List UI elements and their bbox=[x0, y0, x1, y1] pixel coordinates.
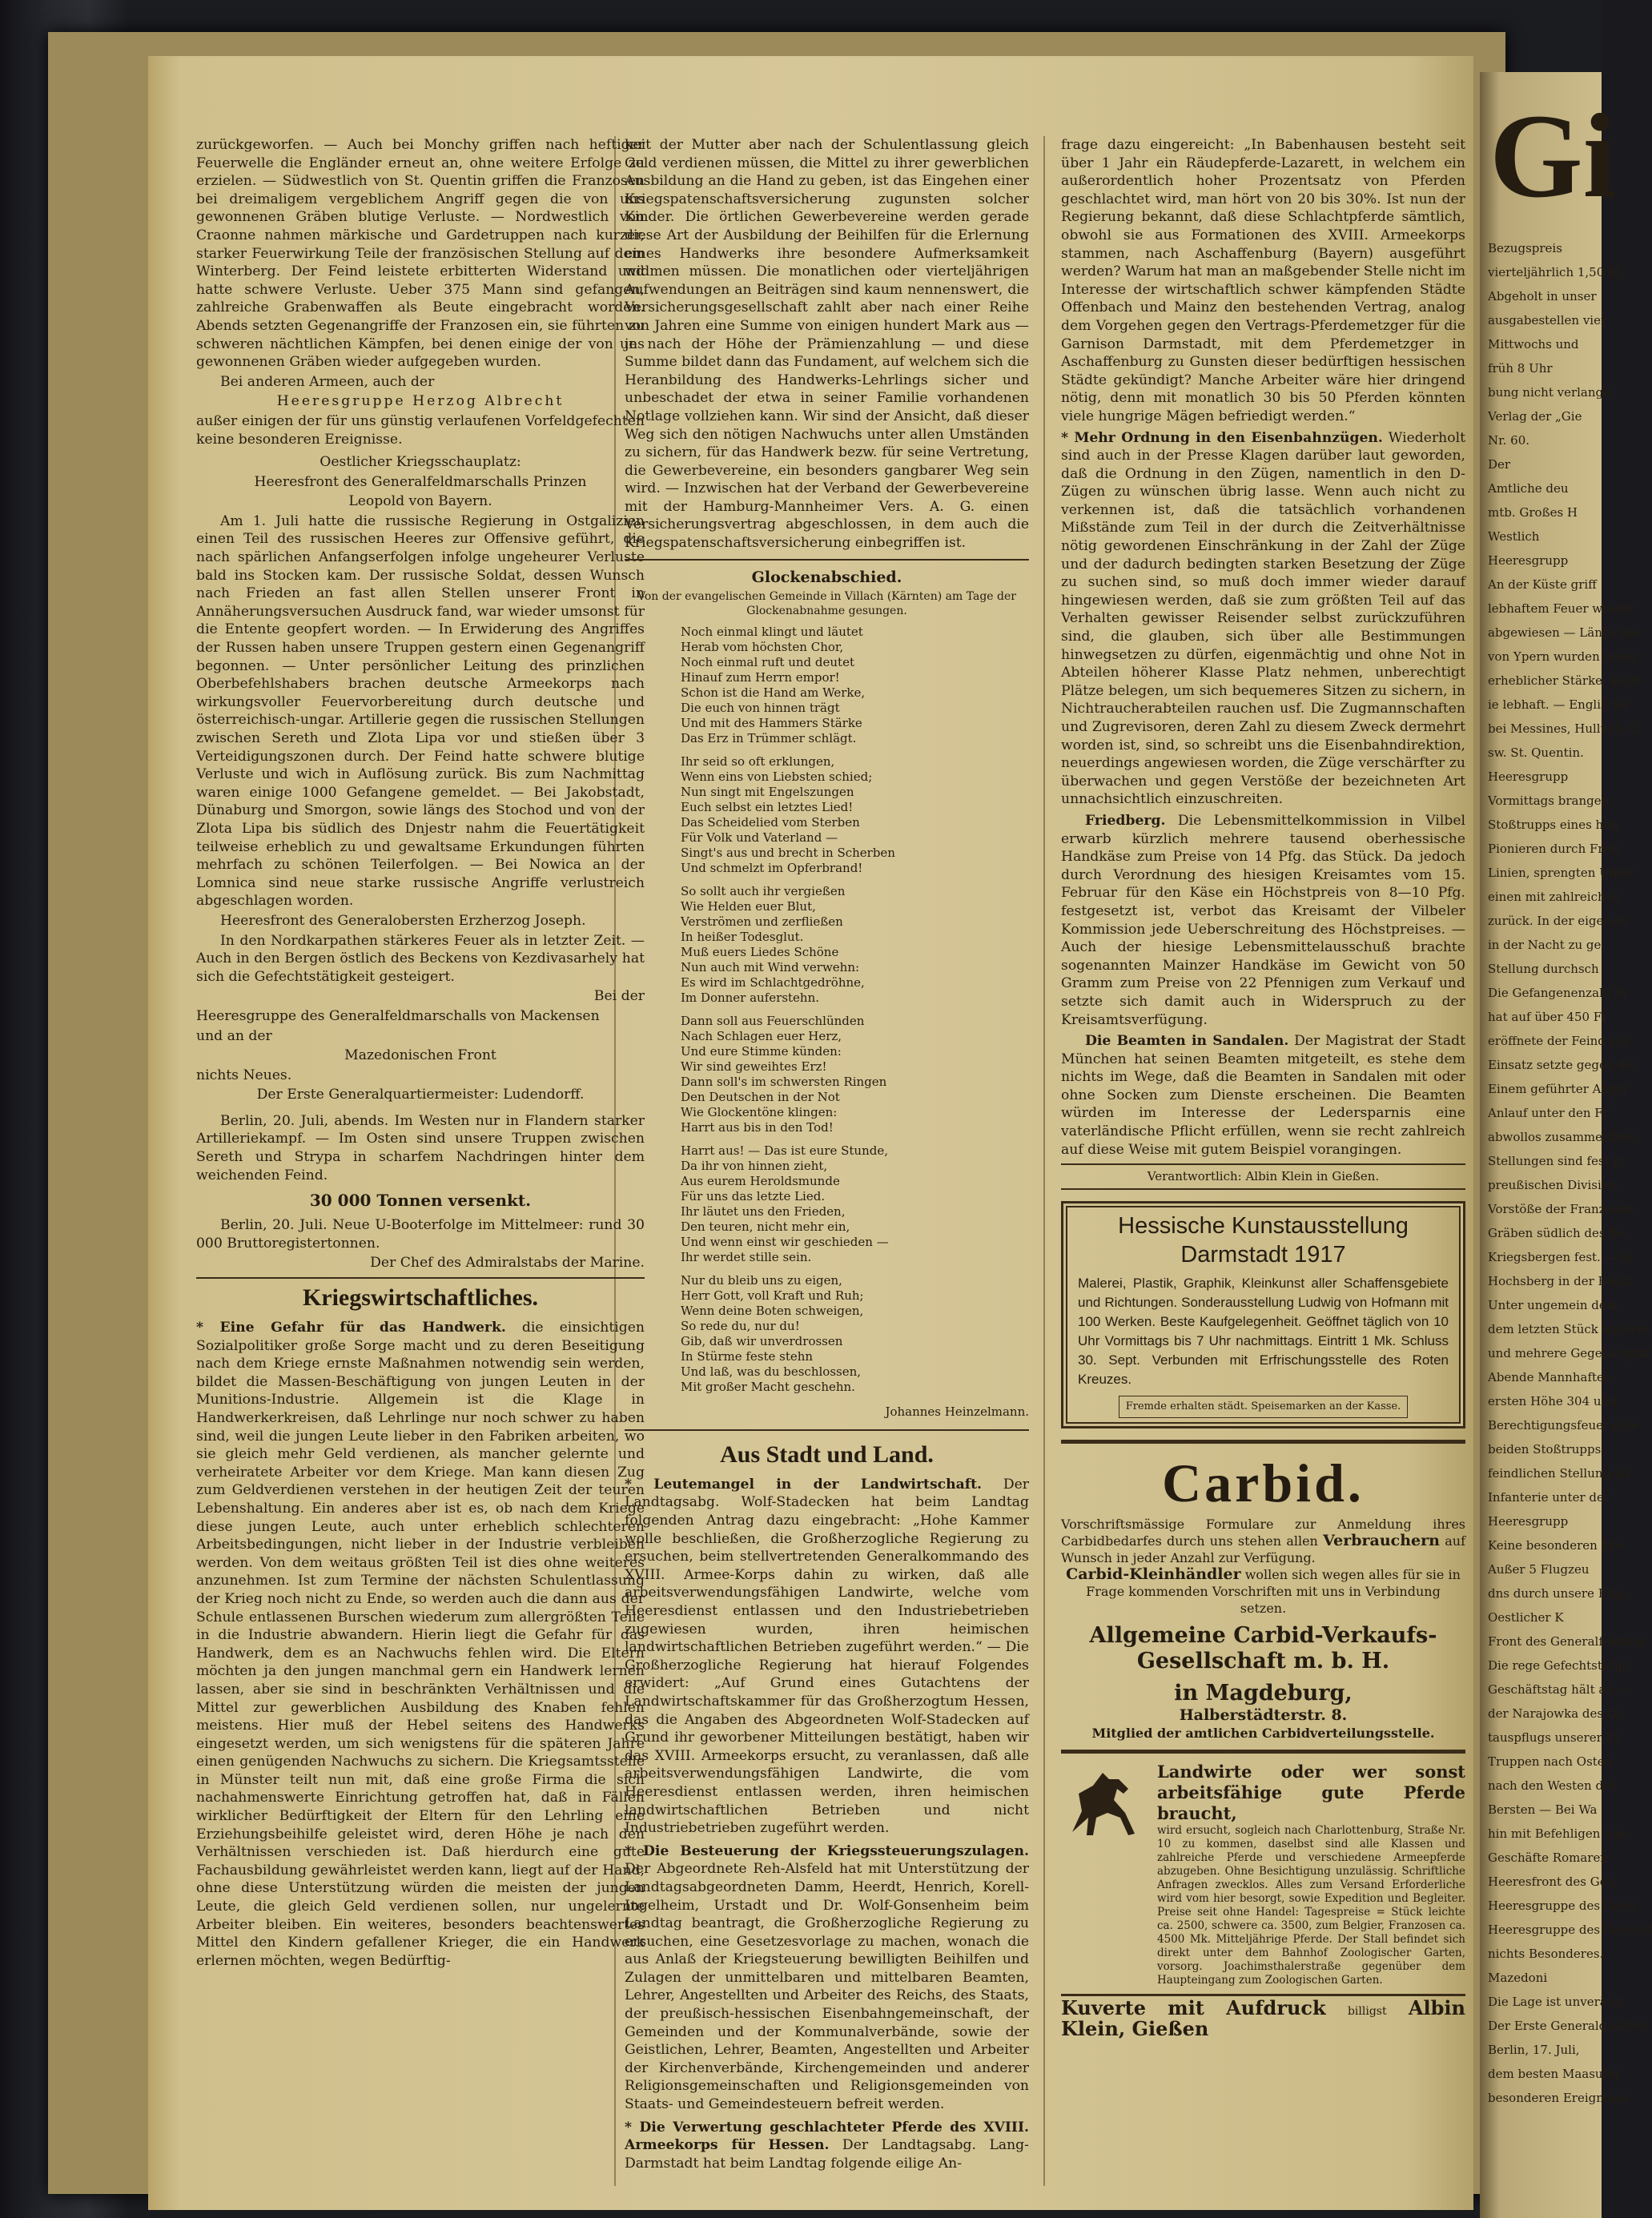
column-rule bbox=[1043, 136, 1045, 2186]
adjacent-text-line: ersten Höhe 304 und bbox=[1488, 1394, 1617, 1408]
adjacent-text-line: dem besten Maasufer bbox=[1488, 2067, 1621, 2081]
poem-line: Für uns das letzte Lied. bbox=[681, 1189, 826, 1204]
poem-line: Ihr seid so oft erklungen, bbox=[681, 754, 835, 769]
ad-title: Kuverte mit Aufdruck bbox=[1061, 1995, 1326, 2019]
adjacent-text-line: hat auf über 450 Fr bbox=[1488, 1010, 1608, 1024]
adjacent-text-line: Stellungen sind fest in bbox=[1488, 1154, 1625, 1168]
army-front-heading: Heeresfront des Generalobersten Erzherzog Joseph. bbox=[220, 912, 586, 929]
section-heading-kriegswirtschaft: Kriegswirtschaftliches. bbox=[196, 1277, 645, 1314]
adjacent-text-line: der Narajowka des Gr bbox=[1488, 1706, 1623, 1721]
poem-line: Nun auch mit Wind verwehn: bbox=[681, 960, 860, 975]
ad-subtitle: Darmstadt 1917 bbox=[1180, 1241, 1346, 1268]
poem-line: Schon ist die Hand am Werke, bbox=[681, 685, 866, 701]
poem-line: Den Deutschen in der Not bbox=[681, 1090, 840, 1105]
adjacent-text-line: Bezugspreis bbox=[1488, 241, 1562, 255]
adjacent-text-line: sw. St. Quentin. bbox=[1488, 745, 1584, 760]
adjacent-text-line: Unter ungemein dem bbox=[1488, 1298, 1618, 1312]
adjacent-text-line: Kriegsbergen fest. — In bbox=[1488, 1250, 1633, 1264]
poem-line: Wie Glockentöne klingen: bbox=[681, 1105, 838, 1120]
ad-firm: Allgemeine Carbid-Verkaufs-Gesellschaft m. b. H. bbox=[1089, 1623, 1437, 1674]
poem-line: Den teuren, nicht mehr ein, bbox=[681, 1219, 850, 1235]
article-lead: Die Beamten in Sandalen. bbox=[1085, 1033, 1289, 1050]
poem-line: Wenn deine Boten schweigen, bbox=[681, 1304, 864, 1319]
article-eisenbahn bbox=[1061, 429, 1465, 809]
adjacent-text-line: Front des Generalfeldmar bbox=[1488, 1634, 1646, 1649]
war-report-text: und an der bbox=[196, 1027, 272, 1044]
poem-line: Gib, daß wir unverdrossen bbox=[681, 1334, 843, 1349]
adjacent-text-line: ie lebhaft. — Englische bbox=[1488, 697, 1629, 712]
tonnage-text: Berlin, 20. Juli. Neue U-Booterfolge im Mittelmeer: rund 30 000 Bruttoregistertonnen. bbox=[196, 1217, 645, 1252]
article-sandalen bbox=[1061, 1032, 1465, 1159]
poem-line: Ihr läutet uns den Frieden, bbox=[681, 1204, 846, 1219]
adjacent-text-line: Stellung durchsch bbox=[1488, 962, 1599, 976]
adjacent-page bbox=[1480, 72, 1652, 2218]
ad-membership: Mitglied der amtlichen Carbidverteilungsstelle. bbox=[1091, 1726, 1435, 1742]
signature-admiral: Der Chef des Admiralstabs der Marine. bbox=[370, 1255, 645, 1272]
poem-line: Das Erz in Trümmer schlägt. bbox=[681, 731, 857, 746]
adjacent-text-line: eröffnete der Feind sch bbox=[1488, 1034, 1630, 1048]
ad-firm: Albin Klein, Gießen bbox=[1061, 1995, 1465, 2041]
poem-line: Singt's aus und brecht in Scherben bbox=[681, 846, 895, 861]
poem-line: Die euch von hinnen trägt bbox=[681, 701, 840, 716]
adjacent-text-line: von Ypern wurden unser bbox=[1488, 649, 1638, 664]
adjacent-text-line: Mazedoni bbox=[1488, 1971, 1548, 1985]
adjacent-text-line: An der Küste griff bbox=[1488, 577, 1597, 592]
ad-note: Fremde erhalten städt. Speisemarken an der Kasse. bbox=[1119, 1396, 1409, 1419]
adjacent-text-line: abwollos zusammenbrec bbox=[1488, 1130, 1638, 1144]
adjacent-text-line: Mittwochs und bbox=[1488, 337, 1579, 352]
poem-line: Im Donner auferstehn. bbox=[681, 990, 820, 1006]
masthead-fragment: Gi bbox=[1489, 90, 1617, 223]
article-lead: * Die Verwertung geschlachteter Pferde des XVIII. Armeekorps für Hessen. bbox=[625, 2119, 1029, 2154]
adjacent-text-line: Vormittags brangen bbox=[1488, 794, 1610, 808]
adjacent-text-line: Truppen nach Osten bbox=[1488, 1754, 1613, 1769]
column-1 bbox=[196, 136, 645, 1971]
army-front-heading: Mazedonischen Front bbox=[344, 1047, 496, 1064]
section-heading-stadt-land: Aus Stadt und Land. bbox=[720, 1440, 934, 1468]
ad-address: Halberstädterstr. 8. bbox=[1179, 1706, 1348, 1725]
adjacent-text-line: Geschäftstag hält an — bbox=[1488, 1682, 1630, 1697]
column-2 bbox=[625, 136, 1029, 2174]
adjacent-text-line: Berlin, 17. Juli, bbox=[1488, 2043, 1580, 2057]
army-group-heading: Heeresgruppe des Generalfeldmarschalls von Mackensen bbox=[196, 1007, 600, 1024]
adjacent-text-line: Linien, sprengten Unter bbox=[1488, 866, 1635, 880]
adjacent-text-line: hin mit Befehligen wie bbox=[1488, 1826, 1626, 1841]
poem-line: Noch einmal klingt und läutet bbox=[681, 625, 863, 640]
ad-title: Carbid. bbox=[1162, 1453, 1365, 1514]
adjacent-text-line: nichts Besonderes. bbox=[1488, 1947, 1604, 1961]
poem-line: Es wird im Schlachtgedröhne, bbox=[681, 975, 865, 990]
adjacent-text-line: Heeresgruppe des Gene bbox=[1488, 1899, 1636, 1913]
responsible-editor: Verantwortlich: Albin Klein in Gießen. bbox=[1061, 1163, 1465, 1190]
poem-line: Dann soll aus Feuerschlünden bbox=[681, 1014, 865, 1029]
article-pferde bbox=[625, 2119, 1029, 2173]
horse-icon bbox=[1061, 1762, 1149, 1850]
poem-stanza bbox=[681, 1273, 1029, 1395]
adjacent-text-line: Vorstöße der Franzosen bbox=[1488, 1202, 1634, 1216]
poem-line: Und schmelzt im Opferbrand! bbox=[681, 861, 863, 876]
poem-line: Herr Gott, voll Kraft und Ruh; bbox=[681, 1288, 864, 1304]
ad-body bbox=[1061, 1566, 1465, 1617]
poem-title: Glockenabschied. bbox=[625, 559, 1029, 587]
article-body: Der Abgeordnete Reh-Alsfeld hat mit Unterstützung der Landtagsabgeordneten Damm, Heerdt, Henrich, Korell-Ingelheim, Urstadt und Dr. Wolf-Gonsenheim beim Landtag beantragt, die Großherzogliche Regierung zu ersuchen, eine Gesetzesvorlage zu machen, wonach die aus Anlaß der Kriegsteuerung bewilligten Beihilfen und Zulagen der unmittelbaren und mittelbaren Beamten, Lehrer, Angestellten und Arbeiter des Reichs, des Staats, der preußisch-hessischen Eisenbahngemeinschaft, der Gemeinden und der Kommunalverbände, sowie der Geistlichen, Lehrer, Beamten, Angestellten und Arbeiter der Kirchenverbände, Kirchengemeinden und anderer Religionsgemeinschaften und Religionsgemeinden von Staats- und Gemeindesteuern befreit werden. bbox=[625, 1861, 1029, 2113]
adjacent-text-line: Westlich bbox=[1488, 529, 1540, 544]
poem-line: Nach Schlagen euer Herz, bbox=[681, 1029, 842, 1044]
army-front-heading: Leopold von Bayern. bbox=[348, 493, 492, 510]
poem-line: Für Volk und Vaterland — bbox=[681, 830, 838, 846]
poem-line: Dann soll's im schwersten Ringen bbox=[681, 1075, 887, 1090]
adjacent-text-line: Gräben südlich des Bo bbox=[1488, 1226, 1626, 1240]
adjacent-text-line: Bersten — Bei Wa bbox=[1488, 1802, 1598, 1817]
article-lead: * Leutemangel in der Landwirtschaft. bbox=[625, 1476, 983, 1493]
adjacent-text-line: Der Erste Generalquartier bbox=[1488, 2019, 1649, 2033]
adjacent-text-line: Die Gefangenenzahl in bbox=[1488, 986, 1626, 1000]
poem-line: Muß euers Liedes Schöne bbox=[681, 945, 839, 960]
ad-title: Landwirte oder wer sonst arbeitsfähige gute Pferde braucht, bbox=[1157, 1761, 1465, 1823]
adjacent-text-line: mtb. Großes H bbox=[1488, 505, 1578, 520]
ad-text: auf Wunsch in jeder Anzahl zur Verfügung. bbox=[1061, 1533, 1466, 1566]
adjacent-text-line: Heeresgrupp bbox=[1488, 553, 1569, 568]
poem-line: So rede du, nur du! bbox=[681, 1319, 800, 1334]
poem-line: So sollt auch ihr vergießen bbox=[681, 884, 846, 899]
poem-intro: Von der evangelischen Gemeinde in Villach (Kärnten) am Tage der Glockenabnahme gesungen. bbox=[637, 590, 1016, 618]
adjacent-text-line: preußischen Division. bbox=[1488, 1178, 1621, 1192]
article-body: Der Landtagsabg. Lang-Darmstadt hat beim Landtag folgende eilige An- bbox=[625, 2137, 1029, 2172]
adjacent-text-line: Hochsberg in der Beick bbox=[1488, 1274, 1632, 1288]
poem-line: Euch selbst ein letztes Lied! bbox=[681, 800, 854, 815]
ad-kunstausstellung bbox=[1061, 1201, 1465, 1429]
adjacent-text-line: Anlauf unter den Fr bbox=[1488, 1106, 1609, 1120]
adjacent-text-line: Pionieren durch Fran bbox=[1488, 842, 1619, 856]
poem-stanza bbox=[681, 1014, 1029, 1135]
adjacent-text-line: Oestlicher K bbox=[1488, 1610, 1564, 1625]
adjacent-text-line: feindlichen Stellung ab bbox=[1488, 1466, 1630, 1481]
newspaper-page bbox=[148, 56, 1473, 2210]
article-besteuerung bbox=[625, 1842, 1029, 2114]
adjacent-text-line: tauspflugs unserer Ei bbox=[1488, 1730, 1619, 1745]
adjacent-text-line: abgewiesen — Längs des bbox=[1488, 625, 1642, 640]
ad-body: wird ersucht, sogleich nach Charlottenburg, Straße Nr. 10 zu kommen, daselbst sind alle Klassen und zahlreiche Pferde und verschiedene Armeepferde abzugeben. Ohne Besichtigung unzulässig. Schriftliche Anfragen zwecklos. Alles zum Versand Erforderliche wird vom hier besorgt, sowie Expedition und Begleiter. Preise seit ohne Handel: Tagespreise = Stück leichte ca. 2500, schwere ca. 3500, zum Belgier, Franzosen ca. 4500 Mk. Mitteljährige Pferde. Der Stall befindet sich direkt unter dem Bahnhof Zoologischer Garten, vorsorg. Joachimsthalerstraße gegenüber dem Haupteingang zum Zoologischen Garten. bbox=[1157, 1823, 1465, 1987]
adjacent-text-line: lebhaftem Feuer wieder bbox=[1488, 601, 1634, 616]
poem-line: Hinauf zum Herrn empor! bbox=[681, 670, 840, 685]
adjacent-text-line: Geschäfte Romaren bbox=[1488, 1850, 1608, 1865]
adjacent-text-line: Heeresgrupp bbox=[1488, 1514, 1569, 1529]
article-handwerk bbox=[196, 1319, 645, 1970]
adjacent-text-line: Einem geführter Angri bbox=[1488, 1082, 1626, 1096]
army-front-heading: Heeresfront des Generalfeldmarschalls Prinzen bbox=[254, 473, 587, 490]
column-3 bbox=[1061, 136, 1465, 2039]
adjacent-text-line: früh 8 Uhr bbox=[1488, 361, 1553, 376]
poem-line: Und mit des Hammers Stärke bbox=[681, 716, 862, 731]
ad-text: wollen sich wegen alles für sie in Frage kommenden Vorschriften mit uns in Verbindung setzen. bbox=[1086, 1567, 1461, 1617]
adjacent-text-line: dns durch unsere Flug bbox=[1488, 1586, 1626, 1601]
poem-line: Verströmen und zerfließen bbox=[681, 914, 843, 930]
army-group-heading: Heeresgruppe Herzog Albrecht bbox=[276, 393, 565, 410]
adjacent-text-line: Heeresgrupp bbox=[1488, 769, 1569, 784]
poem-line: Ihr werdet stille sein. bbox=[681, 1250, 812, 1265]
poem-line: Nur du bleib uns zu eigen, bbox=[681, 1273, 842, 1288]
adjacent-text-line: Berechtigungsfeuer eine bbox=[1488, 1418, 1639, 1432]
war-report-text: Bei anderen Armeen, auch der bbox=[220, 373, 435, 390]
adjacent-text-line: bung nicht verlange bbox=[1488, 385, 1611, 400]
article-lead: Friedberg. bbox=[1085, 812, 1166, 829]
poem-line: Nun singt mit Engelszungen bbox=[681, 785, 854, 800]
adjacent-text-line: Die Lage ist unveränd bbox=[1488, 1995, 1622, 2009]
poem-line: Wie Helden euer Blut, bbox=[681, 899, 816, 914]
adjacent-text-line: erheblicher Stärke; auch bbox=[1488, 673, 1640, 688]
adjacent-text-line: Heeresgruppe des General bbox=[1488, 1923, 1652, 1937]
article-lead: * Die Besteuerung der Kriegssteuerungszulagen. bbox=[625, 1842, 1029, 1859]
poem-line: Wenn eins von Liebsten schied; bbox=[681, 769, 873, 785]
war-report-west: zurückgeworfen. — Auch bei Monchy griffen nach heftiger Feuerwelle die Engländer erneut an, ohne weitere Erfolge zu erzielen. — Südwestlich von St. Quentin griffen die Franzosen bei dreimaligem vergeblichem Angriff gegen die von uns gewonnenen Gräben blutige Verluste. — Nordwestlich von Craonne nahmen märkische und Gardetruppen nach kurzer, starker Feuerwirkung Teile der französischen Stellung auf dem Winterberg. Der Feind leistete erbitterten Widerstand und hatte schwere Verluste. Ueber 375 Mann sind gefangen, zahlreiche Grabenwaffen als Beute eingebracht worden. Abends setzten Gegenangriffe der Franzosen ein, sie führten zu schweren nächtlichen Kämpfen, bei denen einige der von uns gewonnenen Gräben wieder aufgegeben wurden. bbox=[196, 137, 645, 371]
poem-line: Das Scheidelied vom Sterben bbox=[681, 815, 860, 830]
adjacent-text-line: ausgabestellen vier bbox=[1488, 313, 1607, 327]
adjacent-text-line: dem letzten Stück unseres bbox=[1488, 1322, 1650, 1336]
poem-author: Johannes Heinzelmann. bbox=[625, 1403, 1029, 1431]
ad-body: Malerei, Plastik, Graphik, Kleinkunst aller Schaffensgebiete und Richtungen. Sonderausstellung Ludwig von Hofmann mit 100 Werken. Beste Kaufgelegenheit. Geöffnet täglich von 10 Uhr Vormittags bis 7 Uhr nachmittags. Eintritt 1 Mk. Schluss 30. Sept. Verbunden mit Erfrischungsstelle des Roten Kreuzes. bbox=[1078, 1275, 1449, 1387]
signature-gqm: Der Erste Generalquartiermeister: Ludendorff. bbox=[256, 1087, 585, 1103]
adjacent-text-line: einen mit zahlreichen bbox=[1488, 890, 1621, 904]
poem-line: Mit großer Macht geschehn. bbox=[681, 1380, 855, 1395]
adjacent-text-line: und mehrere Gegenangriff bbox=[1488, 1346, 1651, 1360]
war-report-text: Am 1. Juli hatte die russische Regierung in Ostgalizien einen Teil des russischen Heeres zur Offensive geführt, die nach spärlichen Anfangserfolgen infolge ungeheurer Verluste bald ins Stocken kam. Der russische Soldat, dessen Wunsch nach Frieden an fast allen Stellen unserer Front in Annäherungsversuchen Ausdruck fand, war wieder umsonst für die Entente geopfert worden. — In Erwiderung des Angriffes der Russen haben unsere Truppen gestern einen Gegenangriff begonnen. — Unter persönlicher Leitung des prinzlichen Oberbefehlshabers brachen deutsche Armeekorps nach wirkungsvoller Feuervorbereitung durch deutsche und österreichisch-ungar. Artillerie gegen die russischen Stellungen zwischen Sereth und Zlota Lipa vor und stießen über 3 Verteidigungszonen durch. Der Feind hatte schwere blutige Verluste und wich in Auflösung zurück. Bis zum Nachmittag waren einige 1000 Gefangene gemeldet. — Bei Jakobstadt, Dünaburg und Smorgon, sowie längs des Stochod und von der Zlota Lipa bis südlich des Dnjestr nahm die Feuertätigkeit teilweise erheblich zu und gewaltsame Erkundungen führten mehrfach zu schönen Teilerfolgen. — Bei Nowica an der Lomnica sind neue starke russische Angriffe verlustreich abgeschlagen worden. bbox=[196, 512, 645, 910]
adjacent-text-line: Amtliche deu bbox=[1488, 481, 1569, 496]
adjacent-text-line: zurück. In der eigenen bbox=[1488, 914, 1626, 928]
ad-text: Vorschriftsmässige Formulare zur Anmeldung ihres Carbidbedarfes durch uns stehen allen bbox=[1061, 1517, 1465, 1549]
adjacent-text-line: Verlag der „Gie bbox=[1488, 409, 1582, 424]
poem bbox=[625, 625, 1029, 1395]
ad-keyword: Carbid-Kleinhändler bbox=[1066, 1565, 1241, 1584]
article-body: Wiederholt sind auch in der Presse Klagen darüber laut geworden, daß die Ordnung in den Zügen, namentlich in den D-Zügen zu wünschen übrig lasse. Wenn auch nicht zu verkennen ist, daß die tatsächlich vorhandenen Mißstände zum Teil in der durch die Zeitverhältnisse nötig gewordenen Einschränkung in der Zahl der Züge und der dadurch bedingten starken Besetzung der Züge zu suchen sind, so muß doch immer wieder darauf hingewiesen werden, daß sie zum größten Teil auf das Verhalten gewisser Reisender selbst zurückzuführen sind, die glauben, sich über alle Bestimmungen hinwegsetzen zu dürfen, eigenmächtig und ohne Not in Abteilen höherer Klasse Platz nehmen, unberechtigt Plätze belegen, um sich bequemeres Sitzen zu sichern, in Nichtraucherabteilen rauchen usf. Die Zugmannschaften und Zugrevisoren, deren Zahl zu diesem Zweck dermehrt worden ist, sind, so schreibt uns die Eisenbahndirektion, neuerdings angewiesen worden, die Züge verschärfter zu überwachen und gegen Verstöße der bezeichneten Art unnachsichtlich einzuschreiten. bbox=[1061, 429, 1465, 808]
ad-carbid bbox=[1061, 1440, 1465, 1753]
poem-stanza bbox=[681, 754, 1029, 876]
war-report-text: nichts Neues. bbox=[196, 1067, 292, 1083]
adjacent-text-line: Einsatz setzte gegen die bbox=[1488, 1058, 1637, 1072]
ad-keyword: Verbrauchern bbox=[1323, 1532, 1440, 1550]
war-report-text: außer einigen der für uns günstig verlaufenen Vorfeldgefechten keine besonderen Ereignisse. bbox=[196, 412, 645, 448]
ad-title: Hessische Kunstausstellung bbox=[1118, 1212, 1409, 1239]
adjacent-text-line: Abende Mannhaftes bbox=[1488, 1370, 1610, 1384]
poem-line: Und eure Stimme künden: bbox=[681, 1044, 842, 1059]
poem-line: Harrt aus bis in den Tod! bbox=[681, 1120, 834, 1135]
poem-line: In heißer Todesglut. bbox=[681, 930, 804, 945]
article-body: die einsichtigen Sozialpolitiker große Sorge macht und zu deren Beseitigung nach dem Kriege ernste Maßnahmen notwendig sein werden, bildet die Massen-Beschäftigung von jungen Leuten in der Munitions-Industrie. Allgemein ist die Klage in Handwerkerkreisen, daß Lehrlinge nur noch schwer zu haben sind, weil die jungen Leute lieber in den Fabriken arbeiten, wo sie gleich mehr Geld verdienen, als mancher gelernte und verheiratete Arbeiter vor dem Kriege. Man kann diesen Zug zum Geldverdienen verstehen in der heutigen Zeit der teuren Lebenshaltung. Ein anderes aber ist es, ob nach dem Kriege diese jungen Leute, auch unter erheblich schlechteren Arbeitsbedingungen, nicht lieber in der Industrie verbleiben werden. Von dem weitaus größten Teil ist dies ohne weiteres anzunehmen. Ist zum Termine der nächsten Schulentlassung der Krieg noch nicht zu Ende, so werden auch die dann aus der Schule entlassenen Burschen wiederum zum allergrößten Teile in die Industrie abwandern. Hierin liegt die Gefahr für das Handwerk, dem es an Nachwuchs fehlen wird. Die Eltern möchten ja den jungen manchmal gern ein Handwerk lernen lassen, aber sie sind in beschränkten Verhältnissen und die Mittel zur gewerblichen Ausbildung des Knaben fehlen meistens. Hier muß der Hebel seitens des Handwerks eingesetzt werden, um sich wenigstens für die späteren Jahre einen genügenden Nachwuchs zu sichern. Die Kriegsamtsstelle in Münster teilt nun mit, daß eine große Firma die sich nachahmenswerte Einrichtung getroffen hat, daß in Fällen wirklicher Bedürftigkeit der Eltern für den Lehrling eine Erziehungsbeihilfe geleistet wird, deren Höhe je nach den Verhältnissen verschieden ist. Daß hierdurch eine gute Fachausbildung gewährleistet werden kann, liegt auf der Hand, ohne diese Unterstützung würden die meisten der jungen Leute, die gleich Geld verdienen sollen, nur ungelernte Arbeiter bleiben. Ein weiteres, besonders beachtenswertes Mittel den Kindern gefallener Krieger, die ein Handwerk erlernen möchten, wegen Bedürftig- bbox=[196, 1320, 645, 1969]
adjacent-text-line: Stoßtrupps eines han bbox=[1488, 818, 1618, 832]
tonnage-heading: 30 000 Tonnen versenkt. bbox=[309, 1191, 532, 1211]
poem-line: Harrt aus! — Das ist eure Stunde, bbox=[681, 1143, 888, 1159]
poem-line: Und wenn einst wir geschieden — bbox=[681, 1235, 889, 1250]
ad-text: billigst bbox=[1347, 2004, 1387, 2018]
adjacent-text-line: beiden Stoßtrupps bbox=[1488, 1442, 1602, 1457]
poem-stanza bbox=[681, 1143, 1029, 1265]
war-report-text: Bei der bbox=[593, 988, 645, 1005]
article-continued: frage dazu eingereicht: „In Babenhausen besteht seit über 1 Jahr ein Räudepferde-Lazarett, in welchem ein außerordentlich hoher Prozentsatz von Pferden geschlachtet wird, man hört von 20 bis 30%. Ist nun der Regierung bekannt, daß diese Schlachtpferde sämtlich, obwohl sie aus Formationen des XVIII. Armeekorps stammen, nach Aschaffenburg (Bayern) ausgeführt werden? Warum hat man an maßgebender Stelle nicht im Interesse der wirtschaftlich schwer kämpfenden Städte Offenbach und Mainz den bestehenden Vertrag, analog dem Vorgehen gegen den Vertrags-Pferdemetzger für die Garnison Darmstadt, mit dem Pferdemetzger in Aschaffenburg zu Gunsten dieser bedürftigen hessischen Städte gekündigt? Manche Arbeiter wäre hier dringend nötig, denn mit monatlich 30 bis 50 Pferden könnten viele hungrige Mägen befriedigt werden.“ bbox=[1061, 137, 1465, 424]
article-body: Der Magistrat der Stadt München hat seinen Beamten mitgeteilt, es stehe dem nichts im Wege, daß die Beamten in Sandalen mit oder ohne Socken zum Dienste erscheinen. Die Beamten würden im Interesse der Ledersparnis eine vaterländische Pflicht erfüllen, wenn sie recht zahlreich auf diese Weise mit gutem Beispiel vorangingen. bbox=[1061, 1033, 1465, 1158]
poem-line: Da ihr von hinnen zieht, bbox=[681, 1159, 828, 1174]
adjacent-text-line: Die rege Gefechtstätig bbox=[1488, 1658, 1626, 1673]
poem-line: Und laß, was du beschlossen, bbox=[681, 1364, 862, 1380]
subheading: Oestlicher Kriegsschauplatz: bbox=[320, 454, 521, 471]
article-lead: * Mehr Ordnung in den Eisenbahnzügen. bbox=[1061, 429, 1383, 446]
article-leutemangel bbox=[625, 1476, 1029, 1838]
adjacent-text-line: Nr. 60. bbox=[1488, 433, 1530, 448]
adjacent-text-line: bei Messines, Hulluch, G bbox=[1488, 721, 1640, 736]
adjacent-text-line: Abgeholt in unser bbox=[1488, 289, 1597, 303]
ad-body bbox=[1061, 1516, 1465, 1566]
adjacent-text-line: nach den Westen der bbox=[1488, 1778, 1617, 1793]
adjacent-text-line: Heeresfront des Gen bbox=[1488, 1874, 1615, 1889]
adjacent-text-line: besonderen Ereignisse. bbox=[1488, 2091, 1631, 2105]
article-friedberg bbox=[1061, 812, 1465, 1029]
poem-line: In Stürme feste stehn bbox=[681, 1349, 814, 1364]
adjacent-text-line: Infanterie unter der bbox=[1488, 1490, 1610, 1505]
war-report-text: In den Nordkarpathen stärkeres Feuer als in letzter Zeit. — Auch in den Bergen östlich des Beckens von Kezdivasarhely hat sich die Gefechtstätigkeit gesteigert. bbox=[196, 932, 645, 985]
poem-stanza bbox=[681, 625, 1029, 746]
adjacent-text-line: Außer 5 Flugzeu bbox=[1488, 1562, 1590, 1577]
adjacent-text-line: in der Nacht zu ge bbox=[1488, 938, 1602, 952]
poem-stanza bbox=[681, 884, 1029, 1006]
ad-firm-city: in Magdeburg, bbox=[1174, 1681, 1353, 1706]
ad-kuverte bbox=[1061, 1994, 1465, 2039]
war-report-evening: Berlin, 20. Juli, abends. Im Westen nur in Flandern starker Artilleriekampf. — Im Osten sind unsere Truppen zwischen Sereth und Strypa in scharfem Nachdringen hinter dem weichenden Feind. bbox=[196, 1112, 645, 1183]
ad-pferde bbox=[1061, 1762, 1465, 1987]
article-body: Die Lebensmittelkommission in Vilbel erwarb kürzlich mehrere tausend oberhessische Handkäse zum Preise von 14 Pfg. das Stück. Da jedoch durch Verordnung des hiesigen Kreisamtes vom 15. Februar für den Käse ein Höchstpreis von 8—10 Pfg. festgesetzt ist, verbot das Kreisamt der Vilbeler Kommission jede Ueberschreitung des Höchstpreises. — Auch der hiesige Lebensmittelausschuß brachte sogenannten Mainzer Handkäse im Gewicht von 50 Gramm zum Preise von 22 Pfennigen zum Verkauf und setzte sich damit auch in Widerspruch zu der Kreisamtsverfügung. bbox=[1061, 812, 1465, 1028]
adjacent-text-line: Der bbox=[1488, 457, 1511, 472]
adjacent-text-line: vierteljährlich 1,50 M. bbox=[1488, 265, 1625, 279]
poem-line: Wir sind geweihtes Erz! bbox=[681, 1059, 827, 1075]
article-lead: * Eine Gefahr für das Handwerk. bbox=[196, 1320, 506, 1336]
article-body: Der Landtagsabg. Wolf-Stadecken hat beim Landtag folgenden Antrag dazu eingebracht: „Hohe Kammer wolle beschließen, die Großherzogliche Regierung zu ersuchen, beim stellvertretenden Generalkommando des XVIII. Armee-Korps dahin zu wirken, daß alle arbeitsverwendungsfähigen Landwirte, welche vom Heeresdienst entlassen und den Industriebetrieben zugewiesen wurden, ihren heimischen landwirtschaftlichen Betrieben zugeführt werden.“ — Die Großherzogliche Regierung hat hierauf Folgendes erwidert: „Auf Grund eines Gutachtens der Landwirtschaftskammer für das Großherzogtum Hessen, das die Angaben des Abgeordneten Wolf-Stadecken auf Grund ihr geworbener Mitteilungen bestätigt, haben wir das XVIII. Armeekorps ersucht, zu veranlassen, daß alle arbeitsverwendungsfähigen Landwirte, die vom Heeresdienst entlassen werden, ihren heimischen landwirtschaftlichen Betrieben und nicht Industriebetrieben zugeführt werden. bbox=[625, 1476, 1029, 1837]
poem-line: Noch einmal ruft und deutet bbox=[681, 655, 854, 670]
poem-line: Aus eurem Heroldsmunde bbox=[681, 1174, 840, 1189]
adjacent-text-line: Keine besonderen Ere bbox=[1488, 1538, 1623, 1553]
poem-line: Herab vom höchsten Chor, bbox=[681, 640, 844, 655]
article-continued: keit der Mutter aber nach der Schulentlassung gleich Geld verdienen müssen, die Mittel zu ihrer gewerblichen Ausbildung an die Hand zu geben, ist das Eingehen einer Kriegspatenschaftsversicherung zugunsten solcher Kinder. Die örtlichen Gewerbevereine werden gerade diese Art der Ausbildung der Beihilfen für die Erlernung eines Handwerks ihre besondere Aufmerksamkeit widmen müssen. Die monatlichen oder vierteljährigen Aufwendungen an Beiträgen sind kaum nennenswert, die Versicherungsgesellschaft zahlt aber nach einer Reihe von Jahren eine Summe von einigen hundert Mark aus — je nach der Höhe der Prämienzahlung — und diese Summe bildet dann das Fundament, auf welchem sich die Heranbildung des Handwerks-Lehrlings sicher und unbeschadet der etwa in seiner Familie vorhandenen Notlage vollziehen kann. Wir sind der Ansicht, daß dieser Weg sich den nötigen Nachwuchs unter allen Umständen zu sichern, für das Handwerk bezw. für seine Vertretung, die Gewerbevereine, ein besonders gangbarer Weg sein wird. — Inzwischen hat der Verband der Gewerbevereine mit der Hamburg-Mannheimer Vers. A. G. einen Versicherungsvertrag abgeschlossen, in dem auch die Kriegspatenschaftsversicherung einbegriffen ist. bbox=[625, 137, 1029, 552]
